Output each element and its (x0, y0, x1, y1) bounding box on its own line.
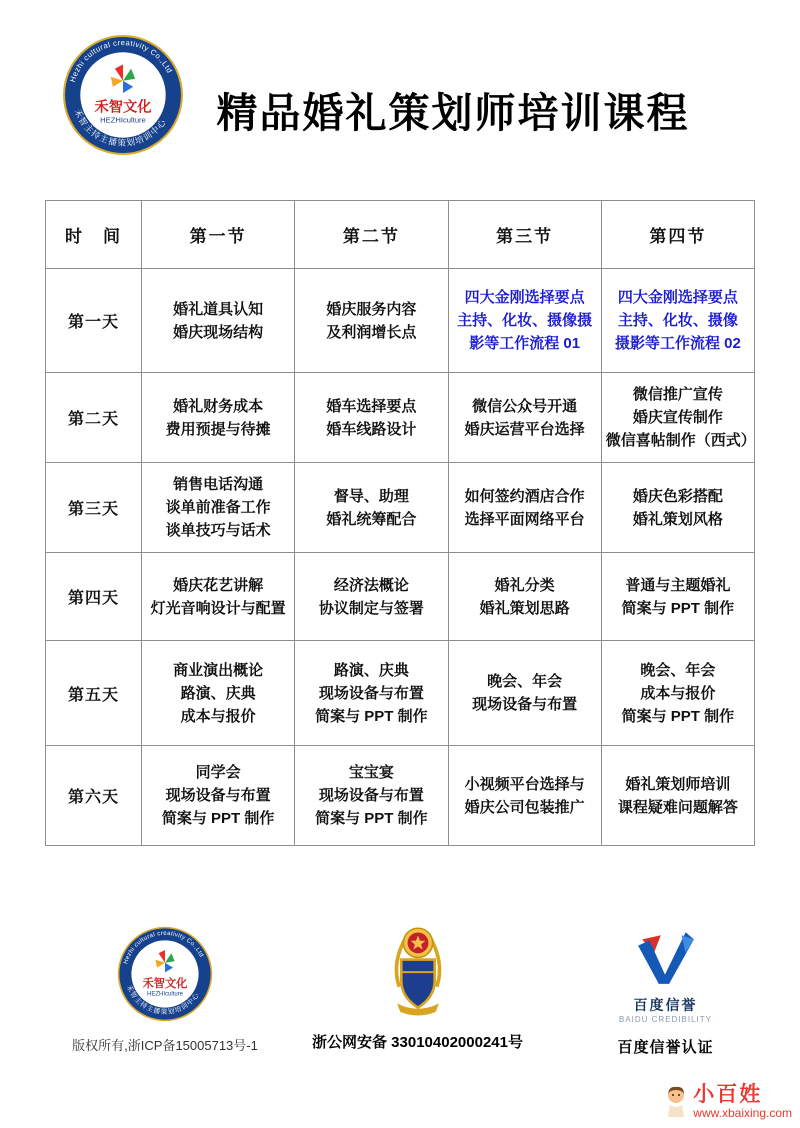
cell-line: 婚礼策划思路 (479, 599, 570, 617)
cell-line: 宝宝宴 (348, 764, 394, 781)
cell-line: 婚车线路设计 (326, 420, 417, 438)
cell-line: 婚庆宣传制作 (632, 409, 723, 426)
cell-line: 课程疑难问题解答 (617, 798, 738, 816)
cell-line: 成本与报价 (640, 684, 716, 702)
baidu-cert-text: 百度信誉认证 (617, 1039, 714, 1056)
cell-line: 如何签约酒店合作 (464, 487, 585, 505)
page-title: 精品婚礼策划师培训课程 (216, 90, 690, 136)
cell-line: 费用预提与待摊 (165, 420, 271, 438)
cell-line: 婚庆色彩搭配 (632, 487, 723, 505)
baidu-credibility-icon (635, 928, 697, 986)
row-time-label: 第二天 (46, 373, 142, 463)
cell-line: 晚会、年会 (640, 661, 716, 679)
row-time-label: 第四天 (46, 553, 142, 641)
cell-line: 灯光音响设计与配置 (150, 599, 286, 617)
cell-line: 商业演出概论 (173, 661, 264, 679)
cell-line: 微信公众号开通 (472, 397, 578, 415)
course-cell (448, 269, 601, 373)
table-row (46, 463, 755, 553)
course-cell (601, 641, 754, 746)
footer-baidu-block (578, 928, 753, 1057)
cell-line: 简案与 PPT 制作 (315, 707, 428, 725)
cell-line: 四大金刚选择要点 (464, 289, 585, 306)
baidu-name-en: BAIDU CREDIBILITY (618, 1015, 712, 1024)
course-cell (295, 269, 448, 373)
cell-line: 谈单前准备工作 (165, 499, 271, 516)
company-logo-icon (62, 34, 184, 156)
cell-line: 路演、庆典 (333, 661, 409, 679)
cell-line: 婚车选择要点 (326, 397, 417, 415)
cell-line: 成本与报价 (180, 707, 256, 725)
cell-line: 谈单技巧与话术 (165, 522, 271, 539)
cell-line: 婚礼统筹配合 (326, 510, 417, 528)
police-registration-text: 浙公网安备 33010402000241号 (312, 1034, 523, 1051)
course-cell (448, 463, 601, 553)
cell-line: 经济法概论 (333, 576, 409, 594)
table-row (46, 373, 755, 463)
cell-line: 及利润增长点 (326, 323, 417, 341)
col-header-session-2: 第二节 (295, 201, 448, 269)
baidu-name-cn: 百度信誉 (633, 997, 698, 1013)
col-header-session-3: 第三节 (448, 201, 601, 269)
course-cell (448, 746, 601, 846)
cell-line: 婚庆公司包装推广 (464, 798, 585, 816)
cell-line: 普通与主题婚礼 (625, 576, 731, 594)
course-cell (601, 746, 754, 846)
cell-line: 婚庆运营平台选择 (464, 420, 585, 438)
cell-line: 主持、化妆、摄像摄 (457, 312, 593, 329)
cell-line: 婚礼道具认知 (173, 300, 264, 318)
footer-police-block (300, 922, 535, 1052)
table-row (46, 269, 755, 373)
cell-line: 简案与 PPT 制作 (621, 599, 735, 617)
col-header-time: 时 间 (46, 201, 142, 269)
course-cell (142, 553, 295, 641)
table-row (46, 641, 755, 746)
course-cell (142, 641, 295, 746)
course-cell (295, 553, 448, 641)
table-row (46, 553, 755, 641)
course-cell (142, 463, 295, 553)
col-header-session-4: 第四节 (601, 201, 754, 269)
col-header-session-1: 第一节 (142, 201, 295, 269)
company-logo-footer-icon (117, 926, 213, 1022)
row-time-label: 第三天 (46, 463, 142, 553)
cell-line: 督导、助理 (333, 487, 409, 505)
cell-line: 主持、化妆、摄像 (617, 312, 738, 329)
mascot-icon (663, 1085, 689, 1119)
cell-line: 晚会、年会 (487, 673, 563, 690)
police-badge-icon (384, 922, 452, 1016)
course-table (45, 200, 755, 846)
table-row (46, 746, 755, 846)
cell-line: 微信推广宣传 (632, 386, 723, 403)
cell-line: 微信喜帖制作（西式） (605, 432, 756, 449)
cell-line: 现场设备与布置 (472, 696, 578, 713)
course-cell (601, 269, 754, 373)
row-time-label: 第六天 (46, 746, 142, 846)
row-time-label: 第五天 (46, 641, 142, 746)
course-cell (448, 373, 601, 463)
cell-line: 婚礼策划风格 (632, 510, 723, 528)
course-cell (142, 746, 295, 846)
course-cell (601, 463, 754, 553)
row-time-label: 第一天 (46, 269, 142, 373)
table-header-row (46, 201, 755, 269)
course-cell (448, 553, 601, 641)
cell-line: 婚礼分类 (494, 576, 555, 594)
cell-line: 同学会 (195, 764, 241, 781)
copyright-text: 版权所有,浙ICP备15005713号-1 (72, 1038, 258, 1053)
course-cell (601, 553, 754, 641)
cell-line: 小视频平台选择与 (464, 775, 585, 793)
watermark (663, 1084, 792, 1120)
course-cell (295, 463, 448, 553)
cell-line: 四大金刚选择要点 (617, 289, 738, 306)
cell-line: 婚庆服务内容 (326, 300, 417, 318)
cell-line: 销售电话沟通 (173, 476, 264, 493)
cell-line: 婚庆花艺讲解 (173, 576, 264, 594)
course-table-body (46, 269, 755, 846)
course-cell (448, 641, 601, 746)
watermark-text (693, 1084, 792, 1120)
course-cell (142, 269, 295, 373)
cell-line: 影等工作流程 01 (469, 335, 581, 352)
course-cell (601, 373, 754, 463)
cell-line: 选择平面网络平台 (464, 510, 585, 528)
cell-line: 简案与 PPT 制作 (315, 810, 428, 827)
cell-line: 婚礼财务成本 (173, 397, 264, 415)
cell-line: 简案与 PPT 制作 (621, 707, 735, 725)
course-cell (295, 373, 448, 463)
company-logo (62, 34, 184, 156)
course-cell (295, 746, 448, 846)
footer-copyright-block (70, 926, 260, 1054)
cell-line: 摄影等工作流程 02 (614, 335, 741, 352)
cell-line: 现场设备与布置 (165, 787, 271, 804)
cell-line: 路演、庆典 (180, 684, 256, 702)
cell-line: 婚庆现场结构 (173, 323, 264, 341)
cell-line: 现场设备与布置 (318, 787, 424, 804)
watermark-name: 小百姓 (693, 1083, 763, 1106)
cell-line: 协议制定与签署 (318, 599, 424, 617)
cell-line: 简案与 PPT 制作 (161, 810, 275, 827)
cell-line: 现场设备与布置 (318, 684, 424, 702)
course-cell (295, 641, 448, 746)
watermark-url: www.xbaixing.com (693, 1106, 792, 1120)
cell-line: 婚礼策划师培训 (625, 775, 731, 793)
course-cell (142, 373, 295, 463)
